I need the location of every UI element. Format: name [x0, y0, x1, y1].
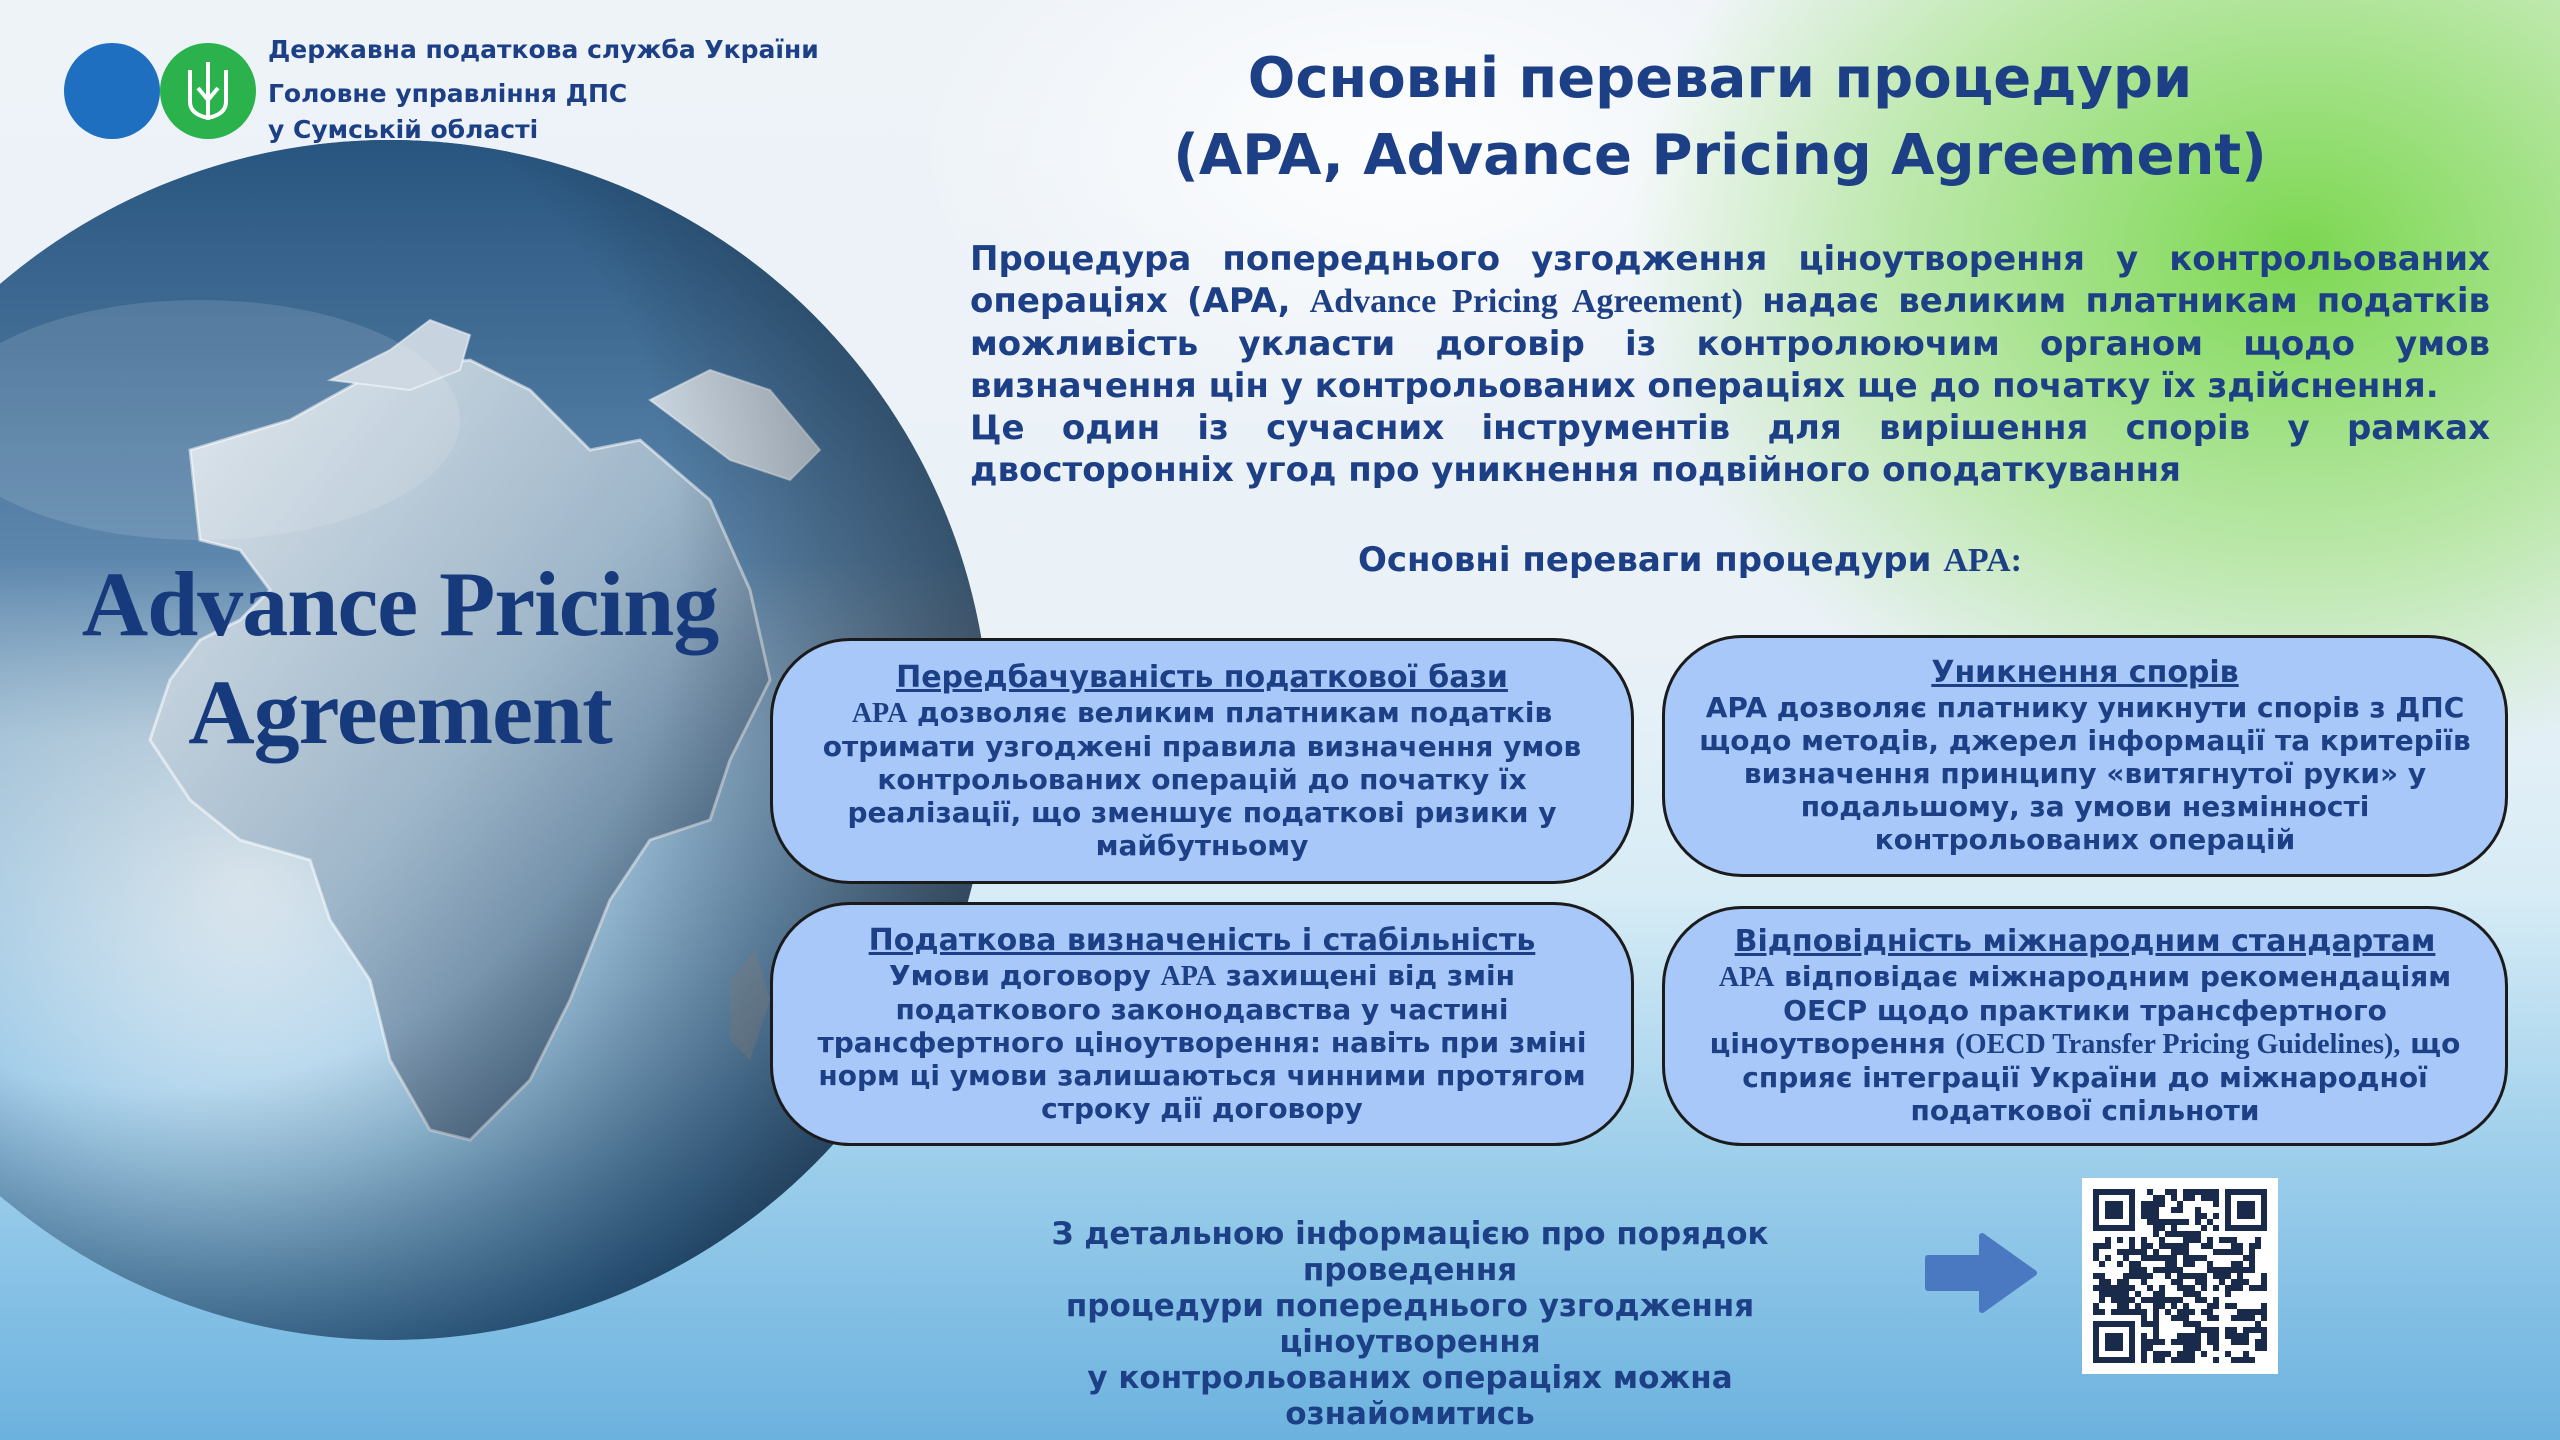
card-apa: APA: [1160, 960, 1216, 992]
card-body: [1695, 960, 2475, 1127]
org-line-3: у Сумській області: [268, 115, 539, 144]
globe-caption-line-1: Advance Pricing: [81, 553, 719, 655]
card-body: [803, 696, 1601, 862]
card-heading: Передбачуваність податкової бази: [896, 659, 1508, 695]
globe-caption: [40, 550, 760, 766]
title-line-1: Основні переваги процедури: [1247, 46, 2193, 111]
card-body-rest: отримати узгоджені правила визначення умов контрольованих операцій до початку їх реалізації, що зменшує податкові ризики у майбутньому: [822, 729, 1582, 862]
advantage-card-predictability: [770, 638, 1634, 884]
org-line-2: Головне управління ДПС: [268, 79, 628, 108]
card-body-rest: що сприяє інтеграції України до міжнародної податкової спільноти: [1742, 1027, 2461, 1127]
advantage-card-dispute-avoidance: [1662, 635, 2508, 877]
advantages-heading: [1100, 540, 2280, 580]
intro-p1-part1: Процедура попереднього узгодження ціноутворення у контрольованих операціях (APA,: [970, 239, 2490, 321]
qr-code[interactable]: [2082, 1178, 2278, 1374]
card-body: [803, 959, 1601, 1125]
card-body-serif: (OECD Transfer Pricing Guidelines),: [1955, 1029, 2401, 1060]
card-body-rest: захищені від змін податкового законодавства у частині трансфертного ціноутворення: навіть при зміні норм ці умови залишаються чинними протягом строку дії договору: [817, 958, 1587, 1125]
intro-text: [970, 238, 2490, 491]
card-body-first: відповідає міжнародним рекомендаціям ОЕСР щодо практики трансфертного ціноутворення: [1709, 960, 2452, 1060]
advantage-card-certainty: [770, 902, 1634, 1146]
card-body-first: Умови договору: [889, 958, 1151, 992]
advantage-card-international-standards: [1662, 906, 2508, 1146]
card-apa: APA: [1718, 962, 1775, 993]
footer-line-3: у контрольованих операціях можна ознайомитись: [1087, 1360, 1733, 1432]
globe-caption-line-2: Agreement: [188, 661, 612, 763]
title-line-2: (APA, Advance Pricing Agreement): [1173, 123, 2267, 188]
card-heading: Уникнення спорів: [1931, 655, 2239, 690]
arrow-right-icon: [1920, 1228, 2040, 1318]
intro-p1-serif: Advance Pricing Agreement): [1309, 283, 1743, 320]
footer-line-2: процедури попереднього узгодження ціноутворення: [1065, 1288, 1755, 1360]
intro-paragraph-1: [970, 238, 2490, 407]
intro-paragraph-2: Це один із сучасних інструментів для вирішення спорів у рамках двосторонніх угод про уникнення подвійного оподаткування: [970, 408, 2490, 490]
intro-p1-part2: надає великим платникам податків можливість укласти договір із контролюючим органом щодо умов визначення цін у контрольованих операціях ще до початку їх здійснення.: [970, 281, 2490, 406]
advantages-heading-text: Основні переваги процедури: [1358, 540, 1932, 580]
footer-note: [960, 1216, 1860, 1432]
card-heading: Відповідність міжнародним стандартам: [1734, 924, 2436, 959]
card-apa: APA: [851, 697, 908, 729]
footer-line-1: З детальною інформацією про порядок проведення: [1051, 1216, 1769, 1288]
card-body: APA дозволяє платнику уникнути спорів з ДПС щодо методів, джерел інформації та критеріїв визначення принципу «витягнутої руки» у подальшому, за умови незмінності контрольованих операцій: [1699, 691, 2471, 856]
card-body-first: дозволяє великим платникам податків: [917, 695, 1553, 729]
advantages-heading-apa: APA:: [1943, 542, 2022, 579]
page-title: [1000, 40, 2440, 194]
card-heading: Податкова визначеність і стабільність: [868, 922, 1536, 958]
org-line-1: Державна податкова служба України: [268, 35, 819, 64]
dps-logo: [62, 40, 258, 142]
organization-name: [268, 32, 819, 148]
